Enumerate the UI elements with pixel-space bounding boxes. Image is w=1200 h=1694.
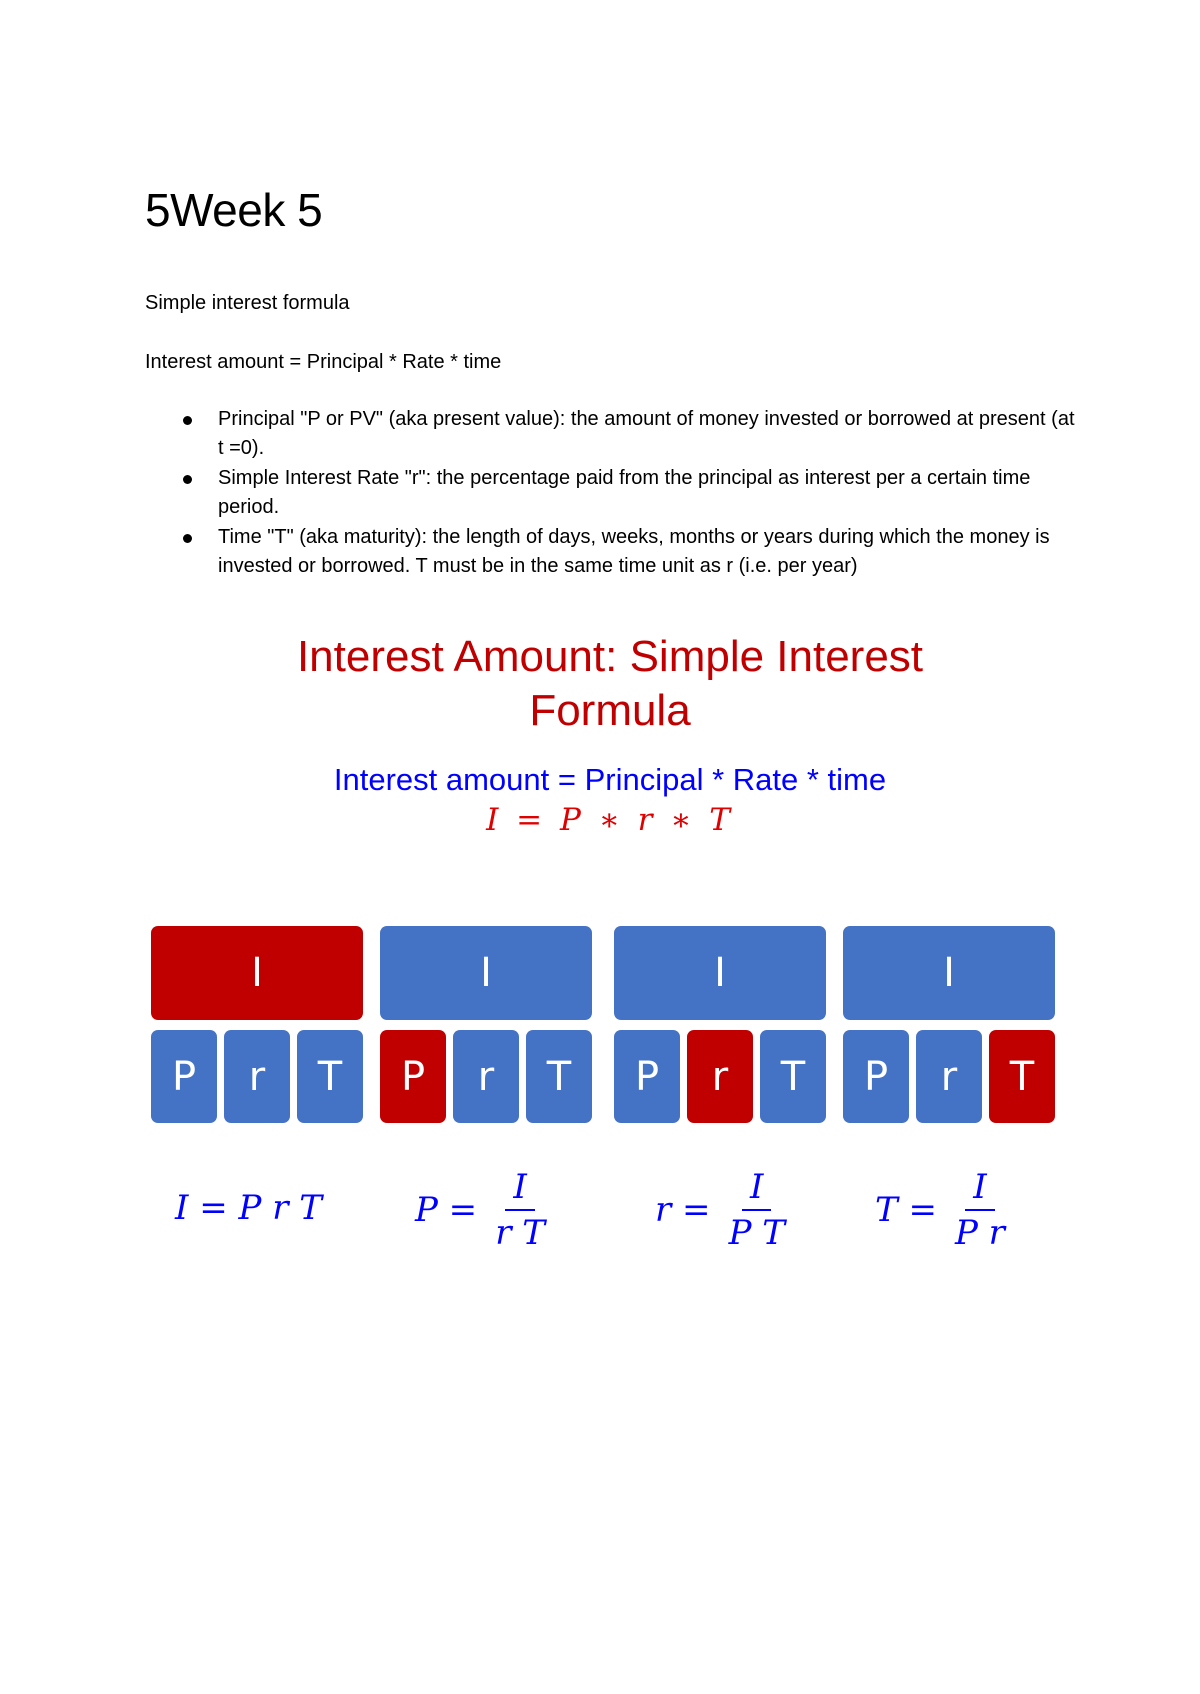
formula-text: Interest amount = Principal * Rate * time	[145, 351, 502, 373]
denominator: r T	[495, 1213, 545, 1253]
group-3-cell-t: T	[760, 1030, 826, 1123]
group-4-cell-t: T	[989, 1030, 1055, 1123]
group-2-cell-r: r	[453, 1030, 519, 1123]
fraction	[487, 1169, 553, 1251]
bullet-text: Principal "P or PV" (aka present value): the amount of money invested or borrowed at present (at t =0).	[218, 408, 1075, 459]
bullet-principal	[145, 405, 1075, 463]
definition-list	[145, 405, 1075, 582]
group-4-top-box: I	[843, 926, 1055, 1020]
page-title: 5Week 5	[145, 184, 323, 236]
group-4-cell-p: P	[843, 1030, 909, 1123]
equation-lhs: P =	[415, 1190, 478, 1230]
bullet-dot-icon	[183, 475, 192, 484]
denominator: P T	[728, 1213, 785, 1253]
group-3-top-box: I	[614, 926, 826, 1020]
fraction	[947, 1169, 1013, 1251]
group-2-cell-t: T	[526, 1030, 592, 1123]
bullet-time	[145, 523, 1075, 581]
bullet-text: Time "T" (aka maturity): the length of days, weeks, months or years during which the money is invested or borrowed. T must be in the same time unit as r (i.e. per year)	[218, 526, 1050, 577]
group-1-cell-p: P	[151, 1030, 217, 1123]
group-4-cell-r: r	[916, 1030, 982, 1123]
slide-title-line-1: Interest Amount: Simple Interest	[296, 632, 924, 681]
equation-lhs: I =	[175, 1188, 228, 1228]
bullet-text: Simple Interest Rate "r": the percentage paid from the principal as interest per a certain time period.	[218, 467, 1031, 518]
group-1-cell-t: T	[297, 1030, 363, 1123]
equation-i	[175, 1180, 322, 1236]
group-1-cell-r: r	[224, 1030, 290, 1123]
group-2-top-box: I	[380, 926, 592, 1020]
equation-rhs: P r T	[238, 1188, 322, 1228]
bullet-rate	[145, 464, 1075, 522]
numerator: I	[965, 1169, 994, 1211]
denominator: P r	[954, 1213, 1005, 1253]
slide-formula-math: I = P ∗ r ∗ T	[486, 802, 734, 838]
group-1-top-box: I	[151, 926, 363, 1020]
fraction	[721, 1169, 793, 1251]
slide-formula-words: Interest amount = Principal * Rate * time	[333, 762, 887, 797]
numerator: I	[742, 1169, 771, 1211]
group-3-cell-p: P	[614, 1030, 680, 1123]
equation-r	[655, 1160, 793, 1260]
numerator: I	[505, 1169, 534, 1211]
section-subtitle: Simple interest formula	[145, 292, 350, 314]
bullet-dot-icon	[183, 534, 192, 543]
equation-p	[415, 1160, 553, 1260]
group-3-cell-r: r	[687, 1030, 753, 1123]
equation-lhs: r =	[655, 1190, 711, 1230]
equation-lhs: T =	[875, 1190, 937, 1230]
equation-t	[875, 1160, 1013, 1260]
slide-title	[0, 630, 1200, 738]
group-2-cell-p: P	[380, 1030, 446, 1123]
slide-title-line-2: Formula	[529, 686, 691, 735]
bullet-dot-icon	[183, 416, 192, 425]
